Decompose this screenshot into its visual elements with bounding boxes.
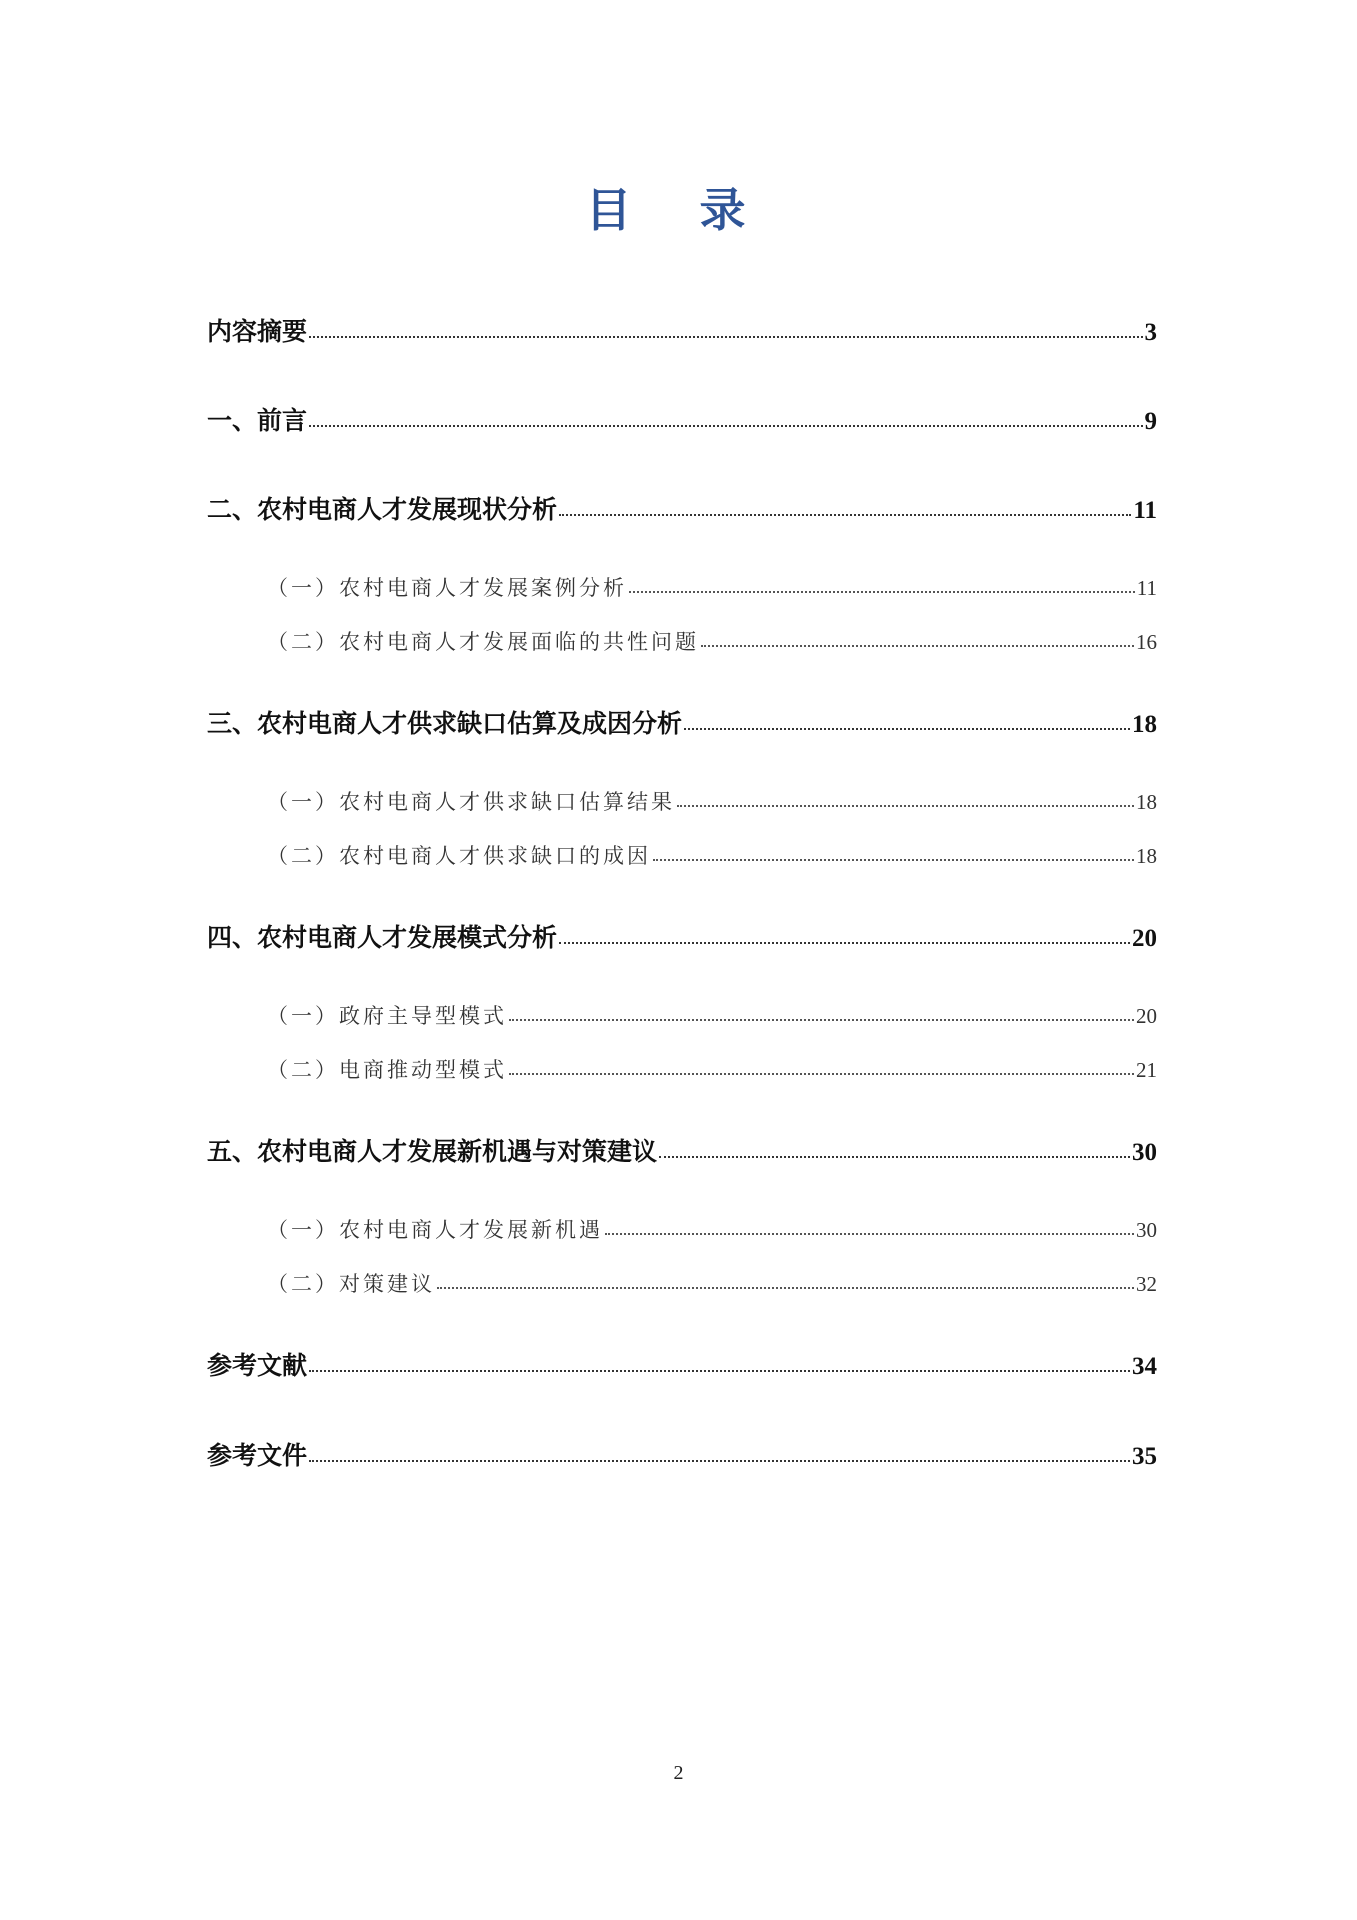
toc-entry-page: 18 [1132,711,1157,738]
toc-entry-page: 18 [1136,790,1157,814]
toc-leader-dots [653,856,1134,861]
toc-entry-label: 内容摘要 [207,317,308,346]
toc-leader-dots [605,1230,1134,1235]
toc-entry-4-2[interactable] [267,1054,1157,1084]
toc-entry-label: （二）对策建议 [267,1272,435,1296]
toc-entry-page: 32 [1136,1272,1157,1296]
toc-entry-chapter-5[interactable] [207,1132,1157,1168]
toc-leader-dots [629,588,1135,593]
toc-entry-chapter-4[interactable] [207,918,1157,954]
toc-entry-summary[interactable] [207,312,1157,348]
toc-entry-references[interactable] [207,1346,1157,1382]
toc-leader-dots [559,510,1131,516]
toc-entry-label: （一）农村电商人才供求缺口估算结果 [267,790,675,814]
page-number: 2 [673,1762,684,1784]
toc-entry-label: 一、前言 [207,406,308,435]
toc-leader-dots [309,1456,1130,1462]
toc-entry-3-1[interactable] [267,786,1157,816]
toc-leader-dots [659,1152,1130,1158]
toc-entry-label: 三、农村电商人才供求缺口估算及成因分析 [207,709,683,738]
toc-entry-page: 30 [1136,1218,1157,1242]
toc-entry-page: 9 [1144,408,1157,435]
toc-entry-page: 20 [1132,925,1157,952]
toc-entry-page: 21 [1136,1058,1157,1082]
toc-entry-page: 30 [1132,1139,1157,1166]
toc-leader-dots [684,724,1130,730]
toc-entry-label: 参考文献 [207,1351,308,1380]
toc-entry-preface[interactable] [207,401,1157,437]
toc-entry-chapter-2[interactable] [207,490,1157,526]
toc-entry-page: 20 [1136,1004,1157,1028]
toc-entry-page: 16 [1136,630,1157,654]
toc-entry-page: 3 [1144,319,1157,346]
toc-leader-dots [559,938,1130,944]
toc-entry-label: 四、农村电商人才发展模式分析 [207,923,558,952]
toc-entry-label: （一）政府主导型模式 [267,1004,507,1028]
toc-leader-dots [701,642,1134,647]
toc-entry-label: （一）农村电商人才发展新机遇 [267,1218,603,1242]
toc-entry-chapter-3[interactable] [207,704,1157,740]
toc-entry-label: 五、农村电商人才发展新机遇与对策建议 [207,1137,658,1166]
toc-leader-dots [677,802,1134,807]
toc-leader-dots [309,332,1142,338]
toc-leader-dots [309,421,1142,427]
toc-entry-page: 11 [1133,497,1157,524]
toc-entry-5-1[interactable] [267,1214,1157,1244]
toc-entry-label: （二）农村电商人才供求缺口的成因 [267,844,651,868]
toc-entry-5-2[interactable] [267,1268,1157,1298]
toc-entry-label: （二）电商推动型模式 [267,1058,507,1082]
toc-entry-label: 二、农村电商人才发展现状分析 [207,495,558,524]
toc-entry-reference-documents[interactable] [207,1436,1157,1472]
toc-entry-3-2[interactable] [267,840,1157,870]
toc-entry-2-1[interactable] [267,572,1157,602]
toc-entry-page: 18 [1136,844,1157,868]
page-title: 目 录 [585,183,772,237]
toc-entry-label: 参考文件 [207,1441,308,1470]
toc-entry-page: 11 [1136,576,1157,600]
toc-entry-label: （一）农村电商人才发展案例分析 [267,576,627,600]
toc-entry-2-2[interactable] [267,626,1157,656]
toc-entry-label: （二）农村电商人才发展面临的共性问题 [267,630,699,654]
toc-entry-page: 34 [1132,1353,1157,1380]
toc-entry-page: 35 [1132,1443,1157,1470]
toc-leader-dots [437,1284,1134,1289]
toc-leader-dots [309,1366,1130,1372]
toc-entry-4-1[interactable] [267,1000,1157,1030]
toc-leader-dots [509,1016,1134,1021]
toc-leader-dots [509,1070,1134,1075]
